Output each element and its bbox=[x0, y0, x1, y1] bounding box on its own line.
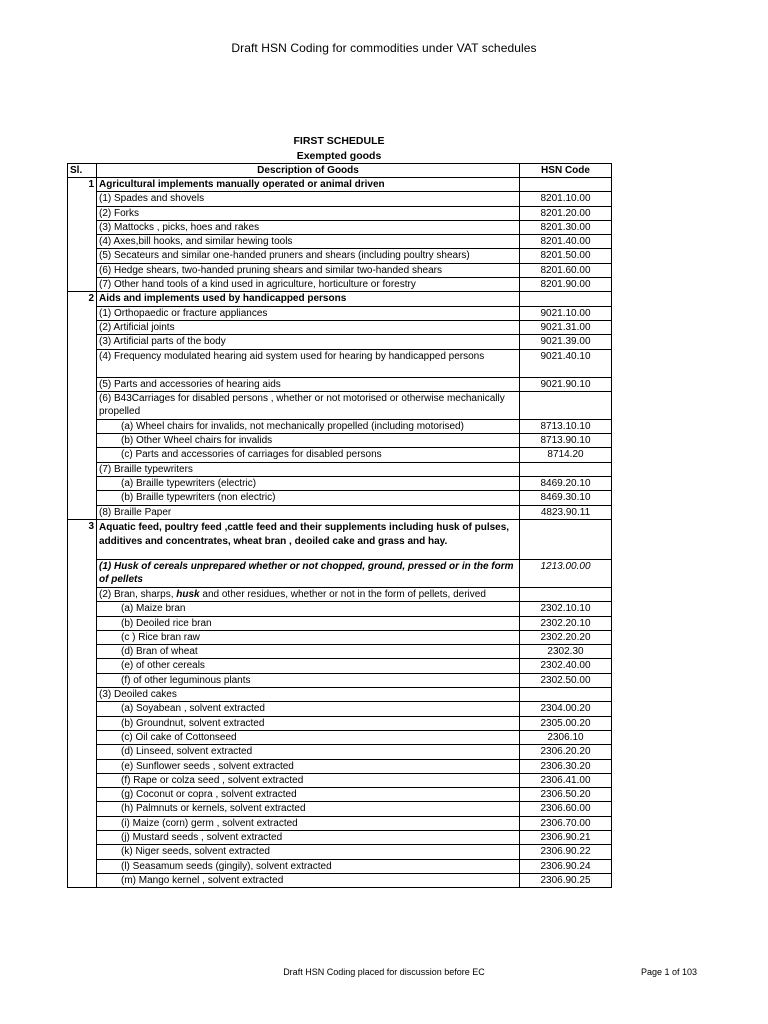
table-row bbox=[68, 377, 612, 391]
hsn-code: 1213.00.00 bbox=[520, 559, 612, 587]
col-header-hsn: HSN Code bbox=[520, 164, 612, 178]
item-description: (3) Artificial parts of the body bbox=[97, 335, 520, 349]
table-row bbox=[68, 320, 612, 334]
hsn-code: 8201.60.00 bbox=[520, 263, 612, 277]
hsn-code: 8469.30.10 bbox=[520, 491, 612, 505]
hsn-code bbox=[520, 519, 612, 559]
hsn-code: 2306.50.20 bbox=[520, 788, 612, 802]
item-description: (h) Palmnuts or kernels, solvent extracted bbox=[97, 802, 520, 816]
table-row bbox=[68, 816, 612, 830]
item-description: (a) Braille typewriters (electric) bbox=[97, 477, 520, 491]
hsn-code: 2302.30 bbox=[520, 645, 612, 659]
item-description: (c) Oil cake of Cottonseed bbox=[97, 730, 520, 744]
item-description: (4) Frequency modulated hearing aid system used for hearing by handicapped persons bbox=[97, 349, 520, 377]
item-description: (5) Secateurs and similar one-handed pruners and shears (including poultry shears) bbox=[97, 249, 520, 263]
col-header-description: Description of Goods bbox=[97, 164, 520, 178]
table-row bbox=[68, 716, 612, 730]
hsn-code: 8201.10.00 bbox=[520, 192, 612, 206]
hsn-code: 2306.10 bbox=[520, 730, 612, 744]
item-description: (b) Other Wheel chairs for invalids bbox=[97, 434, 520, 448]
table-row bbox=[68, 491, 612, 505]
hsn-code: 9021.10.00 bbox=[520, 306, 612, 320]
item-description: (6) Hedge shears, two-handed pruning shears and similar two-handed shears bbox=[97, 263, 520, 277]
hsn-code: 9021.31.00 bbox=[520, 320, 612, 334]
table-row bbox=[68, 349, 612, 377]
item-description: (a) Soyabean , solvent extracted bbox=[97, 702, 520, 716]
hsn-code: 8201.90.00 bbox=[520, 278, 612, 292]
table-row bbox=[68, 448, 612, 462]
table-row bbox=[68, 702, 612, 716]
hsn-code: 2305.00.20 bbox=[520, 716, 612, 730]
section-row bbox=[68, 178, 612, 192]
hsn-code: 8201.20.00 bbox=[520, 206, 612, 220]
hsn-code: 2306.90.24 bbox=[520, 859, 612, 873]
item-description: (2) Forks bbox=[97, 206, 520, 220]
table-row bbox=[68, 263, 612, 277]
table-row bbox=[68, 659, 612, 673]
item-description: (1) Spades and shovels bbox=[97, 192, 520, 206]
hsn-code: 2306.20.20 bbox=[520, 745, 612, 759]
item-description: (7) Braille typewriters bbox=[97, 462, 520, 476]
item-description: (b) Groundnut, solvent extracted bbox=[97, 716, 520, 730]
section-row bbox=[68, 292, 612, 306]
hsn-code: 4823.90.11 bbox=[520, 505, 612, 519]
table-row bbox=[68, 306, 612, 320]
hsn-code: 2306.90.25 bbox=[520, 873, 612, 887]
schedule-title: FIRST SCHEDULE bbox=[293, 135, 385, 147]
table-row bbox=[68, 873, 612, 887]
table-row bbox=[68, 587, 612, 601]
item-description: (5) Parts and accessories of hearing aids bbox=[97, 377, 520, 391]
item-description: (k) Niger seeds, solvent extracted bbox=[97, 845, 520, 859]
item-description: (8) Braille Paper bbox=[97, 505, 520, 519]
table-row bbox=[68, 391, 612, 419]
item-description: (1) Orthopaedic or fracture appliances bbox=[97, 306, 520, 320]
table-row bbox=[68, 278, 612, 292]
table-row bbox=[68, 802, 612, 816]
hsn-code: 2306.30.20 bbox=[520, 759, 612, 773]
item-description: (j) Mustard seeds , solvent extracted bbox=[97, 830, 520, 844]
section-title: Aids and implements used by handicapped persons bbox=[97, 292, 520, 306]
table-row bbox=[68, 845, 612, 859]
hsn-code: 9021.39.00 bbox=[520, 335, 612, 349]
hsn-code: 2302.50.00 bbox=[520, 673, 612, 687]
table-row bbox=[68, 673, 612, 687]
hsn-code: 9021.40.10 bbox=[520, 349, 612, 377]
item-description: (e) Sunflower seeds , solvent extracted bbox=[97, 759, 520, 773]
table-row bbox=[68, 462, 612, 476]
table-row bbox=[68, 830, 612, 844]
item-description: (4) Axes,bill hooks, and similar hewing tools bbox=[97, 235, 520, 249]
table-row bbox=[68, 505, 612, 519]
hsn-code: 2302.20.20 bbox=[520, 630, 612, 644]
table-header-row bbox=[68, 164, 612, 178]
item-description: (a) Wheel chairs for invalids, not mechanically propelled (including motorised) bbox=[97, 419, 520, 433]
table-row bbox=[68, 249, 612, 263]
table-row bbox=[68, 335, 612, 349]
table-row bbox=[68, 559, 612, 587]
hsn-code: 8714.20 bbox=[520, 448, 612, 462]
section-row bbox=[68, 519, 612, 559]
hsn-code: 2306.70.00 bbox=[520, 816, 612, 830]
item-description: (i) Maize (corn) germ , solvent extracted bbox=[97, 816, 520, 830]
table-row bbox=[68, 759, 612, 773]
item-description: (1) Husk of cereals unprepared whether or not chopped, ground, pressed or in the form of pellets bbox=[97, 559, 520, 587]
hsn-code: 2302.20.10 bbox=[520, 616, 612, 630]
hsn-code: 2306.41.00 bbox=[520, 773, 612, 787]
table-row bbox=[68, 192, 612, 206]
table-row bbox=[68, 730, 612, 744]
hsn-code bbox=[520, 587, 612, 601]
hsn-code: 8201.30.00 bbox=[520, 220, 612, 234]
item-description: (g) Coconut or copra , solvent extracted bbox=[97, 788, 520, 802]
table-row bbox=[68, 477, 612, 491]
page-header: Draft HSN Coding for commodities under VAT schedules bbox=[231, 41, 537, 55]
schedule-subtitle: Exempted goods bbox=[296, 150, 382, 162]
col-header-sl: Sl. bbox=[68, 164, 97, 178]
table-row bbox=[68, 235, 612, 249]
item-description-part: and other residues, whether or not in the form of pellets, derived bbox=[199, 588, 486, 600]
item-description: (m) Mango kernel , solvent extracted bbox=[97, 873, 520, 887]
hsn-code bbox=[520, 688, 612, 702]
table-row bbox=[68, 745, 612, 759]
table-row bbox=[68, 630, 612, 644]
table-row bbox=[68, 434, 612, 448]
hsn-code: 2306.90.21 bbox=[520, 830, 612, 844]
table-row bbox=[68, 788, 612, 802]
table-row bbox=[68, 773, 612, 787]
footer-note: Draft HSN Coding placed for discussion before EC bbox=[283, 967, 485, 977]
section-number: 1 bbox=[68, 178, 97, 192]
hsn-code bbox=[520, 391, 612, 419]
hsn-code: 8713.10.10 bbox=[520, 419, 612, 433]
item-description bbox=[97, 587, 520, 601]
hsn-code: 2302.40.00 bbox=[520, 659, 612, 673]
item-description-emphasis: husk bbox=[176, 588, 200, 600]
page-number: Page 1 of 103 bbox=[640, 967, 697, 977]
section-title: Agricultural implements manually operated or animal driven bbox=[97, 178, 520, 192]
hsn-code: 8201.50.00 bbox=[520, 249, 612, 263]
hsn-code: 9021.90.10 bbox=[520, 377, 612, 391]
hsn-code: 2306.90.22 bbox=[520, 845, 612, 859]
item-description: (3) Mattocks , picks, hoes and rakes bbox=[97, 220, 520, 234]
table-row bbox=[68, 419, 612, 433]
item-description: (d) Bran of wheat bbox=[97, 645, 520, 659]
item-description: (f) Rape or colza seed , solvent extracted bbox=[97, 773, 520, 787]
hsn-code: 8469.20.10 bbox=[520, 477, 612, 491]
section-number: 2 bbox=[68, 292, 97, 306]
item-description: (d) Linseed, solvent extracted bbox=[97, 745, 520, 759]
item-description: (3) Deoiled cakes bbox=[97, 688, 520, 702]
item-description: (a) Maize bran bbox=[97, 602, 520, 616]
item-description-part: (2) Bran, sharps, bbox=[99, 588, 177, 600]
hsn-code: 8201.40.00 bbox=[520, 235, 612, 249]
table-row bbox=[68, 616, 612, 630]
item-description: (c ) Rice bran raw bbox=[97, 630, 520, 644]
item-description: (l) Seasamum seeds (gingily), solvent extracted bbox=[97, 859, 520, 873]
item-description: (2) Artificial joints bbox=[97, 320, 520, 334]
table-row bbox=[68, 602, 612, 616]
hsn-code bbox=[520, 178, 612, 192]
table-row bbox=[68, 859, 612, 873]
hsn-code bbox=[520, 292, 612, 306]
item-description: (7) Other hand tools of a kind used in agriculture, horticulture or forestry bbox=[97, 278, 520, 292]
item-description: (b) Braille typewriters (non electric) bbox=[97, 491, 520, 505]
hsn-table bbox=[67, 163, 612, 888]
hsn-code bbox=[520, 462, 612, 476]
table-row bbox=[68, 206, 612, 220]
section-title: Aquatic feed, poultry feed ,cattle feed and their supplements including husk of pulses, additives and concentrates, wheat bran , deoiled cake and grass and hay. bbox=[97, 519, 520, 559]
hsn-code: 2304.00.20 bbox=[520, 702, 612, 716]
item-description: (6) B43Carriages for disabled persons , whether or not motorised or otherwise mechanically propelled bbox=[97, 391, 520, 419]
hsn-code: 2306.60.00 bbox=[520, 802, 612, 816]
hsn-code: 2302.10.10 bbox=[520, 602, 612, 616]
hsn-code: 8713.90.10 bbox=[520, 434, 612, 448]
table-row bbox=[68, 645, 612, 659]
item-description: (e) of other cereals bbox=[97, 659, 520, 673]
table-row bbox=[68, 688, 612, 702]
item-description: (f) of other leguminous plants bbox=[97, 673, 520, 687]
item-description: (b) Deoiled rice bran bbox=[97, 616, 520, 630]
table-row bbox=[68, 220, 612, 234]
item-description: (c) Parts and accessories of carriages for disabled persons bbox=[97, 448, 520, 462]
section-number: 3 bbox=[68, 519, 97, 559]
